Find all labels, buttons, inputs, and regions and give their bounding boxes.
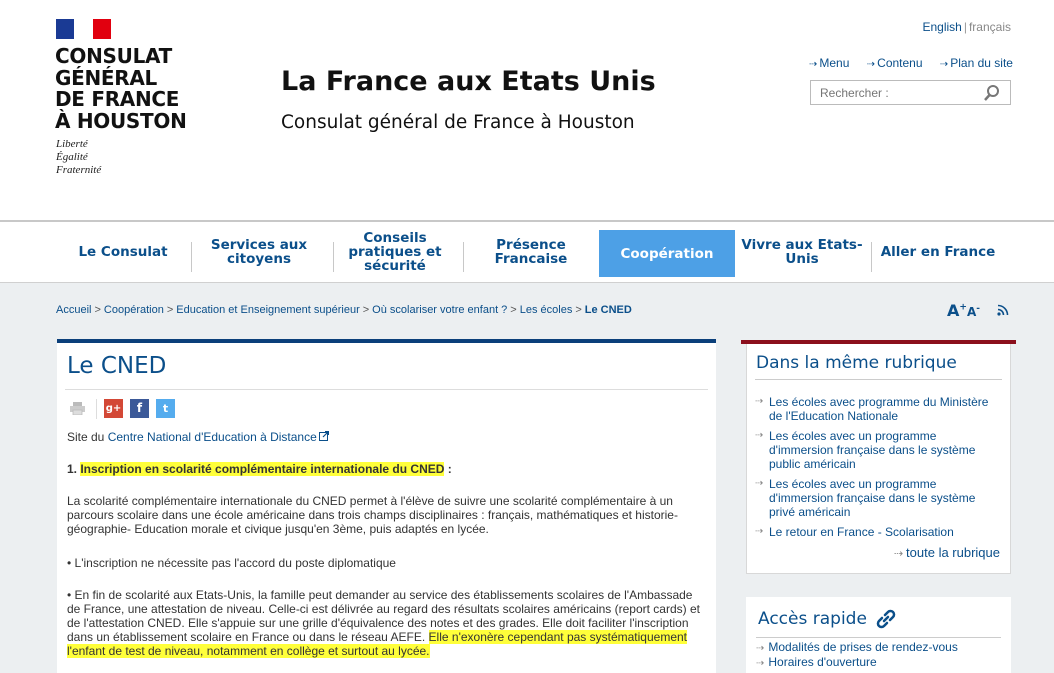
arrow-icon: ⇢ <box>939 59 949 70</box>
breadcrumb: Accueil > Coopération > Education et Enseignement supérieur > Où scolariser votre enfant ? > Les écoles > Le CNED <box>56 304 632 316</box>
marianne-flag-logo[interactable] <box>56 19 111 39</box>
bullet-attestation: • En fin de scolarité aux Etats-Unis, la famille peut demander au service des établissements scolaires de l'Ambassade de France, une attestation de niveau. Celle-ci est délivrée au regard des résultats scolaires américains (report cards) et de l'attestation CNED. Elle s'appuie sur une grille d'équivalence des notes et des grades. Elle doit faciliter l'inscription dans un établissement scolaire en France ou dans le réseau AEFE. Elle n'exonère cependant pas systématiquement l'enfant de test de niveau, notamment en collège et surtout au lycée. <box>67 588 700 658</box>
rubrique-panel <box>746 343 1011 574</box>
rss-icon[interactable] <box>997 304 1009 316</box>
breadcrumb-item[interactable]: Les écoles <box>519 304 573 316</box>
cned-external-link[interactable]: Centre National d'Education à Distance <box>107 430 317 444</box>
plan-du-site-link[interactable]: ⇢ Plan du site <box>939 56 1013 70</box>
page-tools <box>947 301 980 321</box>
nav-vivre-aux-etats-unis[interactable]: Vivre aux Etats-Unis <box>741 237 863 267</box>
quick-link[interactable]: ⇢ Horaires d'ouverture <box>756 655 877 669</box>
breadcrumb-item[interactable]: Où scolariser votre enfant ? <box>372 304 508 316</box>
rubrique-link[interactable]: ⇢ Les écoles avec un programme d'immersion française dans le système privé américain <box>755 477 976 519</box>
arrow-icon: ⇢ <box>809 59 818 70</box>
rubrique-link[interactable]: ⇢ Les écoles avec un programme d'immersion française dans le système public américain <box>755 429 976 471</box>
font-increase-button[interactable]: A+ <box>947 301 967 320</box>
acces-rapide-title: Accès rapide <box>758 609 867 629</box>
main-content-area <box>0 283 1054 673</box>
intro-paragraph: La scolarité complémentaire internationale du CNED permet à l'élève de suivre une scolarité complémentaire à un parcours scolaire dans une école américaine dans trois champs disciplinaires : français, mathématiques et historie- géographie- Education morale et civique jusqu'en 3ème, puis adaptés en lycée. <box>67 494 678 536</box>
language-switcher: English | français <box>922 20 1011 34</box>
nav-aller-en-france[interactable]: Aller en France <box>880 244 996 260</box>
site-header <box>0 0 1054 222</box>
breadcrumb-item[interactable]: Coopération <box>103 304 164 316</box>
site-subtitle: Consulat général de France à Houston <box>281 112 635 133</box>
menu-link[interactable]: ⇢ Menu <box>809 56 850 70</box>
breadcrumb-current: Le CNED <box>584 304 632 316</box>
divider <box>755 379 1002 380</box>
nav-conseils-pratiques[interactable]: Conseils pratiques et sécurité <box>348 230 442 274</box>
contenu-link[interactable]: ⇢ Contenu <box>866 56 923 70</box>
bullet-accord: • L'inscription ne nécessite pas l'accord du poste diplomatique <box>67 556 396 570</box>
divider <box>756 637 1001 638</box>
acces-rapide-panel <box>746 597 1011 673</box>
rubrique-link[interactable]: ⇢ Les écoles avec programme du Ministère de l'Education Nationale <box>755 395 989 423</box>
print-icon[interactable] <box>70 402 85 415</box>
quick-link[interactable]: ⇢ Modalités de prises de rendez-vous <box>756 640 958 654</box>
consulate-logo-text[interactable]: CONSULAT GÉNÉRAL DE FRANCE À HOUSTON <box>55 44 187 133</box>
arrow-icon: ⇢ <box>755 478 764 489</box>
republic-motto: Liberté Égalité Fraternité <box>56 138 102 176</box>
nav-le-consulat[interactable]: Le Consulat <box>78 244 168 260</box>
divider <box>65 389 708 390</box>
link-chain-icon <box>874 607 898 631</box>
section-heading: 1. Inscription en scolarité complémentaire internationale du CNED : <box>67 462 452 476</box>
facebook-share-icon[interactable]: f <box>130 399 149 418</box>
google-plus-share-icon[interactable]: g+ <box>104 399 123 418</box>
breadcrumb-item[interactable]: Education et Enseignement supérieur <box>176 304 360 316</box>
search-box <box>810 80 1011 105</box>
arrow-icon: ⇢ <box>756 643 765 654</box>
breadcrumb-item[interactable]: Accueil <box>56 304 92 316</box>
arrow-icon: ⇢ <box>756 658 765 669</box>
article-title: Le CNED <box>67 353 167 379</box>
search-input[interactable] <box>811 81 981 104</box>
utility-links <box>809 56 1013 70</box>
lang-english-link[interactable]: English <box>922 20 962 34</box>
external-link-icon <box>319 431 329 441</box>
rubrique-link[interactable]: ⇢ Le retour en France - Scolarisation <box>755 525 954 539</box>
arrow-icon: ⇢ <box>755 526 764 537</box>
site-reference: Site du Centre National d'Education à Distance <box>67 430 329 444</box>
search-icon[interactable] <box>983 84 1000 102</box>
arrow-icon: ⇢ <box>866 59 876 70</box>
article-panel <box>57 339 716 673</box>
toute-la-rubrique-link[interactable]: ⇢ toute la rubrique <box>893 545 1000 560</box>
arrow-icon: ⇢ <box>755 430 764 441</box>
font-decrease-button[interactable]: A- <box>966 304 980 319</box>
main-navigation <box>0 220 1054 283</box>
arrow-icon: ⇢ <box>755 396 764 407</box>
nav-cooperation[interactable]: Coopération <box>599 230 735 277</box>
nav-services-aux-citoyens[interactable]: Services aux citoyens <box>210 237 308 267</box>
arrow-icon: ⇢ <box>893 548 904 560</box>
twitter-share-icon[interactable]: t <box>156 399 175 418</box>
site-title: La France aux Etats Unis <box>281 66 656 97</box>
lang-francais-current: français <box>968 20 1011 34</box>
nav-presence-francaise[interactable]: Présence Francaise <box>494 237 568 267</box>
rubrique-title: Dans la même rubrique <box>756 353 957 373</box>
